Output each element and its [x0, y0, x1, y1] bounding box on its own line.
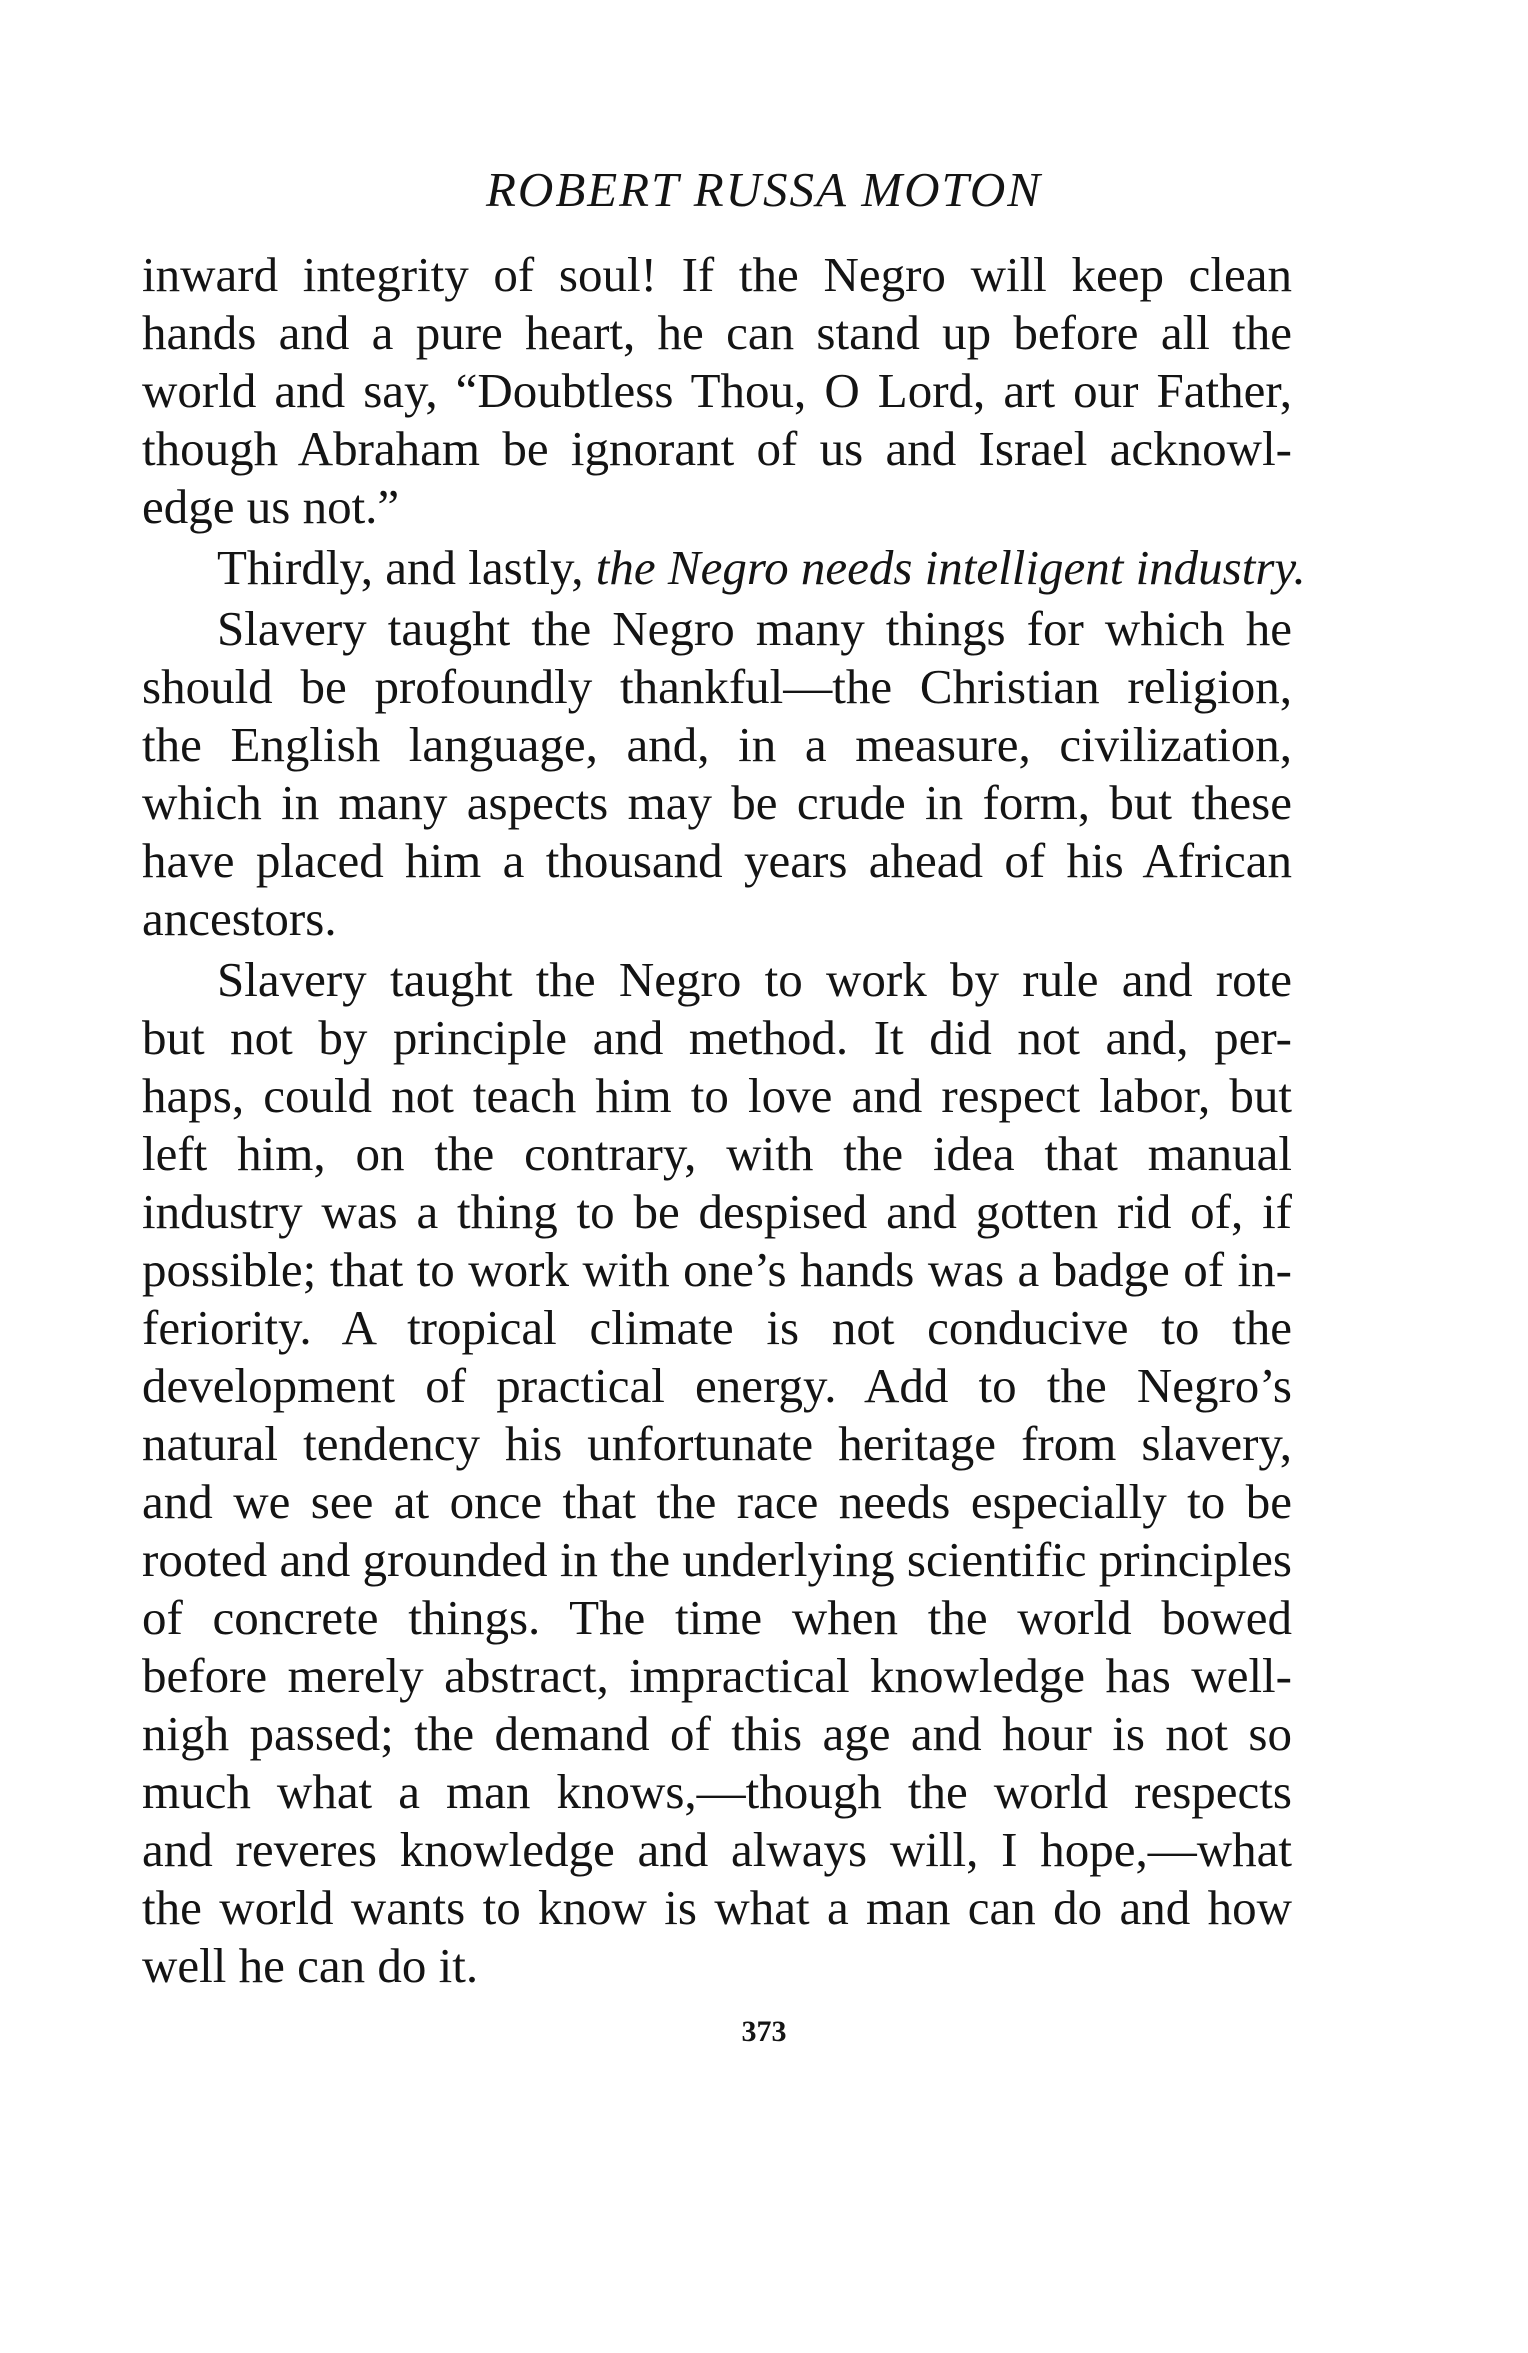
lead-text: Thirdly, and lastly, [217, 540, 596, 595]
text-line: much what a man knows,—though the world respects [142, 1764, 1292, 1819]
text-line: world and say, “Doubtless Thou, O Lord, art our Father, [142, 363, 1292, 418]
page-number: 373 [741, 2015, 787, 2048]
text-line [142, 539, 1306, 597]
text-line: and we see at once that the race needs especially to be [142, 1474, 1292, 1529]
text-line: but not by principle and method. It did not and, per- [142, 1010, 1292, 1065]
text-line: nigh passed; the demand of this age and hour is not so [142, 1706, 1292, 1761]
text-line: rooted and grounded in the underlying scientific principles [142, 1532, 1292, 1587]
text-line: ancestors. [142, 891, 337, 946]
text-line: hands and a pure heart, he can stand up before all the [142, 305, 1292, 360]
text-line: should be profoundly thankful—the Christian religion, [142, 659, 1292, 714]
text-line: Slavery taught the Negro to work by rule and rote [217, 952, 1292, 1007]
text-line: industry was a thing to be despised and gotten rid of, if [142, 1184, 1292, 1239]
paragraph-4 [142, 951, 1292, 1995]
text-line: which in many aspects may be crude in form, but these [142, 775, 1292, 830]
paragraph-3 [142, 600, 1292, 948]
emphasized-text: the Negro needs intelligent industry. [595, 540, 1306, 595]
text-line: edge us not.” [142, 479, 400, 534]
running-head: ROBERT RUSSA MOTON [486, 162, 1042, 217]
body-text [142, 246, 1306, 1995]
text-line: before merely abstract, impractical knowledge has well- [142, 1648, 1292, 1703]
paragraph-2 [142, 539, 1306, 597]
text-line: feriority. A tropical climate is not conducive to the [142, 1300, 1292, 1355]
text-line: and reveres knowledge and always will, I hope,—what [142, 1822, 1292, 1877]
text-line: left him, on the contrary, with the idea that manual [142, 1126, 1292, 1181]
text-line: inward integrity of soul! If the Negro will keep clean [142, 247, 1292, 302]
text-line: of concrete things. The time when the world bowed [142, 1590, 1292, 1645]
text-line: development of practical energy. Add to the Negro’s [142, 1358, 1292, 1413]
text-line: haps, could not teach him to love and respect labor, but [142, 1068, 1292, 1123]
text-line: possible; that to work with one’s hands was a badge of in- [142, 1242, 1292, 1297]
text-line: have placed him a thousand years ahead of his African [142, 833, 1292, 888]
text-line: the English language, and, in a measure, civilization, [142, 717, 1292, 772]
text-line: Slavery taught the Negro many things for which he [217, 601, 1292, 656]
paragraph-1 [142, 246, 1292, 536]
text-line: the world wants to know is what a man can do and how [142, 1880, 1292, 1935]
text-line: well he can do it. [142, 1938, 479, 1993]
text-line: natural tendency his unfortunate heritage from slavery, [142, 1416, 1292, 1471]
text-line: though Abraham be ignorant of us and Israel acknowl- [142, 421, 1292, 476]
